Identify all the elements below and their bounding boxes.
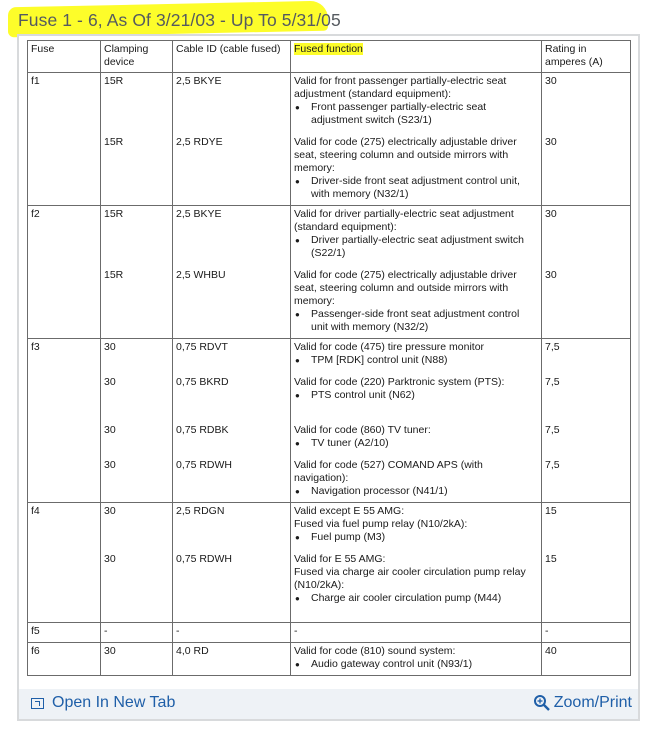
rating-value: 30 bbox=[545, 75, 557, 87]
fuse-id-cell bbox=[28, 503, 101, 623]
header-clamping-device: Clamping device bbox=[101, 41, 173, 73]
table-header-row bbox=[28, 41, 631, 73]
fused-function-entry bbox=[294, 136, 538, 201]
table-row bbox=[28, 339, 631, 503]
component-name: Audio gateway control unit (N93/1) bbox=[311, 658, 473, 670]
header-fused-function bbox=[291, 41, 542, 73]
function-description: Valid for code (275) electrically adjustable driver seat, steering column and outside mirrors with memory: bbox=[294, 269, 517, 307]
fuse-id: f5 bbox=[31, 625, 40, 637]
cable-id-cell bbox=[173, 643, 291, 676]
fuse-id: f6 bbox=[31, 645, 40, 657]
clamping-device: 15R bbox=[104, 75, 124, 87]
component-name: Passenger-side front seat adjustment control unit with memory (N32/2) bbox=[311, 308, 520, 333]
cable-id: 2,5 BKYE bbox=[176, 208, 222, 220]
table-row bbox=[28, 73, 631, 206]
function-description-detail: Fused via fuel pump relay (N10/2kA): bbox=[294, 518, 468, 530]
fused-function-entry bbox=[294, 645, 538, 671]
fuse-id-cell bbox=[28, 339, 101, 503]
fused-function-cell bbox=[291, 643, 542, 676]
component-name: PTS control unit (N62) bbox=[311, 389, 415, 401]
fused-function-entry bbox=[294, 75, 538, 127]
bullet-icon: ● bbox=[295, 310, 300, 319]
page-title: Fuse 1 - 6, As Of 3/21/03 - Up To 5/31/05 bbox=[18, 10, 341, 30]
clamping-device: 30 bbox=[104, 459, 116, 471]
rating-cell bbox=[542, 643, 631, 676]
table-row bbox=[28, 206, 631, 339]
component-bullet bbox=[294, 354, 538, 367]
clamping-device: 15R bbox=[104, 136, 124, 148]
cable-id-cell bbox=[173, 206, 291, 339]
component-bullet bbox=[294, 437, 538, 450]
fused-function-entry bbox=[294, 553, 538, 618]
cable-id-cell bbox=[173, 623, 291, 643]
rating-value: 7,5 bbox=[545, 424, 560, 436]
rating-cell bbox=[542, 339, 631, 503]
clamping-device: 15R bbox=[104, 208, 124, 220]
fused-function-cell bbox=[291, 339, 542, 503]
table-row bbox=[28, 503, 631, 623]
cable-id-cell bbox=[173, 339, 291, 503]
component-bullet bbox=[294, 234, 538, 260]
clamping-device: 30 bbox=[104, 645, 116, 657]
rating-value: 30 bbox=[545, 269, 557, 281]
cable-id: 2,5 RDGN bbox=[176, 505, 225, 517]
fuse-id-cell bbox=[28, 73, 101, 206]
clamping-device: 30 bbox=[104, 553, 116, 565]
cable-id: 2,5 RDYE bbox=[176, 136, 223, 148]
rating-value: - bbox=[545, 625, 549, 637]
rating-value: 7,5 bbox=[545, 376, 560, 388]
cable-id: 2,5 WHBU bbox=[176, 269, 226, 281]
clamping-device: 30 bbox=[104, 424, 116, 436]
header-fused-function-text: Fused function bbox=[294, 43, 363, 55]
fused-function-entry bbox=[294, 376, 538, 415]
clamping-device: - bbox=[104, 625, 108, 637]
fused-function-entry bbox=[294, 505, 538, 544]
bullet-icon: ● bbox=[295, 236, 300, 245]
component-name: TPM [RDK] control unit (N88) bbox=[311, 354, 448, 366]
component-bullet bbox=[294, 531, 538, 544]
cable-id-cell bbox=[173, 503, 291, 623]
fuse-id-cell bbox=[28, 206, 101, 339]
component-bullet bbox=[294, 658, 538, 671]
clamping-device-cell bbox=[101, 623, 173, 643]
cable-id: 0,75 RDBK bbox=[176, 424, 229, 436]
cable-id: 2,5 BKYE bbox=[176, 75, 222, 87]
header-rating: Rating in amperes (A) bbox=[542, 41, 631, 73]
component-bullet bbox=[294, 308, 538, 334]
clamping-device: 15R bbox=[104, 269, 124, 281]
function-description: Valid for code (275) electrically adjustable driver seat, steering column and outside mirrors with memory: bbox=[294, 136, 517, 174]
fuse-id: f3 bbox=[31, 341, 40, 353]
table-row bbox=[28, 623, 631, 643]
title-bar bbox=[0, 0, 659, 34]
fused-function-entry bbox=[294, 625, 538, 638]
component-bullet bbox=[294, 485, 538, 498]
bullet-icon: ● bbox=[295, 177, 300, 186]
fused-function-entry bbox=[294, 341, 538, 367]
clamping-device-cell bbox=[101, 503, 173, 623]
header-cable-id: Cable ID (cable fused) bbox=[173, 41, 291, 73]
clamping-device-cell bbox=[101, 206, 173, 339]
magnifier-icon bbox=[533, 694, 551, 712]
function-description: Valid for front passenger partially-electric seat adjustment (standard equipment): bbox=[294, 75, 507, 100]
bullet-icon: ● bbox=[295, 660, 300, 669]
fused-function-cell bbox=[291, 503, 542, 623]
component-name: Fuel pump (M3) bbox=[311, 531, 386, 543]
bullet-icon: ● bbox=[295, 594, 300, 603]
component-bullet bbox=[294, 592, 538, 605]
cable-id: 0,75 RDWH bbox=[176, 459, 233, 471]
rating-cell bbox=[542, 623, 631, 643]
rating-value: 40 bbox=[545, 645, 557, 657]
fused-function-entry bbox=[294, 424, 538, 450]
cable-id: - bbox=[176, 625, 180, 637]
function-description: Valid for code (527) COMAND APS (with navigation): bbox=[294, 459, 483, 484]
cable-id: 4,0 RD bbox=[176, 645, 209, 657]
bullet-icon: ● bbox=[295, 487, 300, 496]
function-description: Valid except E 55 AMG: bbox=[294, 505, 405, 517]
clamping-device-cell bbox=[101, 73, 173, 206]
clamping-device-cell bbox=[101, 643, 173, 676]
bullet-icon: ● bbox=[295, 103, 300, 112]
fused-function-entry bbox=[294, 208, 538, 260]
rating-value: 30 bbox=[545, 208, 557, 220]
component-name: Navigation processor (N41/1) bbox=[311, 485, 448, 497]
rating-value: 7,5 bbox=[545, 341, 560, 353]
fused-function-entry bbox=[294, 269, 538, 334]
function-description: Valid for code (860) TV tuner: bbox=[294, 424, 431, 436]
header-fuse: Fuse bbox=[28, 41, 101, 73]
cable-id: 0,75 RDWH bbox=[176, 553, 233, 565]
bullet-icon: ● bbox=[295, 533, 300, 542]
function-description: Valid for code (475) tire pressure monitor bbox=[294, 341, 485, 353]
cable-id: 0,75 RDVT bbox=[176, 341, 228, 353]
clamping-device: 30 bbox=[104, 376, 116, 388]
fuse-id: f2 bbox=[31, 208, 40, 220]
function-description: Valid for code (220) Parktronic system (PTS): bbox=[294, 376, 505, 388]
cable-id: 0,75 BKRD bbox=[176, 376, 229, 388]
footer-toolbar bbox=[17, 689, 640, 721]
component-bullet bbox=[294, 101, 538, 127]
component-name: Front passenger partially-electric seat adjustment switch (S23/1) bbox=[311, 101, 487, 126]
function-description: - bbox=[294, 625, 298, 637]
fused-function-cell bbox=[291, 206, 542, 339]
table-row bbox=[28, 643, 631, 676]
fused-function-cell bbox=[291, 73, 542, 206]
rating-value: 30 bbox=[545, 136, 557, 148]
component-name: Driver partially-electric seat adjustment switch (S22/1) bbox=[311, 234, 524, 259]
open-in-new-tab-icon bbox=[31, 698, 44, 709]
bullet-icon: ● bbox=[295, 391, 300, 400]
zoom-print-link[interactable] bbox=[533, 694, 632, 712]
rating-value: 15 bbox=[545, 553, 557, 565]
fuse-id: f4 bbox=[31, 505, 40, 517]
fuse-id-cell bbox=[28, 623, 101, 643]
cable-id-cell bbox=[173, 73, 291, 206]
fuse-id-cell bbox=[28, 643, 101, 676]
component-bullet bbox=[294, 175, 538, 201]
function-description: Valid for code (810) sound system: bbox=[294, 645, 456, 657]
component-name: TV tuner (A2/10) bbox=[311, 437, 389, 449]
component-bullet bbox=[294, 389, 538, 402]
fuse-table bbox=[27, 40, 631, 676]
clamping-device-cell bbox=[101, 339, 173, 503]
rating-value: 15 bbox=[545, 505, 557, 517]
function-description: Valid for driver partially-electric seat adjustment (standard equipment): bbox=[294, 208, 514, 233]
rating-cell bbox=[542, 206, 631, 339]
fused-function-cell bbox=[291, 623, 542, 643]
open-in-new-tab-label: Open In New Tab bbox=[52, 694, 176, 711]
open-in-new-tab-link[interactable] bbox=[31, 694, 175, 712]
bullet-icon: ● bbox=[295, 439, 300, 448]
clamping-device: 30 bbox=[104, 341, 116, 353]
rating-cell bbox=[542, 73, 631, 206]
rating-cell bbox=[542, 503, 631, 623]
zoom-print-label: Zoom/Print bbox=[553, 694, 632, 711]
function-description-detail: Fused via charge air cooler circulation pump relay (N10/2kA): bbox=[294, 566, 526, 591]
component-name: Charge air cooler circulation pump (M44) bbox=[311, 592, 502, 604]
clamping-device: 30 bbox=[104, 505, 116, 517]
fuse-id: f1 bbox=[31, 75, 40, 87]
bullet-icon: ● bbox=[295, 356, 300, 365]
component-name: Driver-side front seat adjustment control unit, with memory (N32/1) bbox=[311, 175, 520, 200]
function-description: Valid for E 55 AMG: bbox=[294, 553, 386, 565]
rating-value: 7,5 bbox=[545, 459, 560, 471]
fused-function-entry bbox=[294, 459, 538, 498]
